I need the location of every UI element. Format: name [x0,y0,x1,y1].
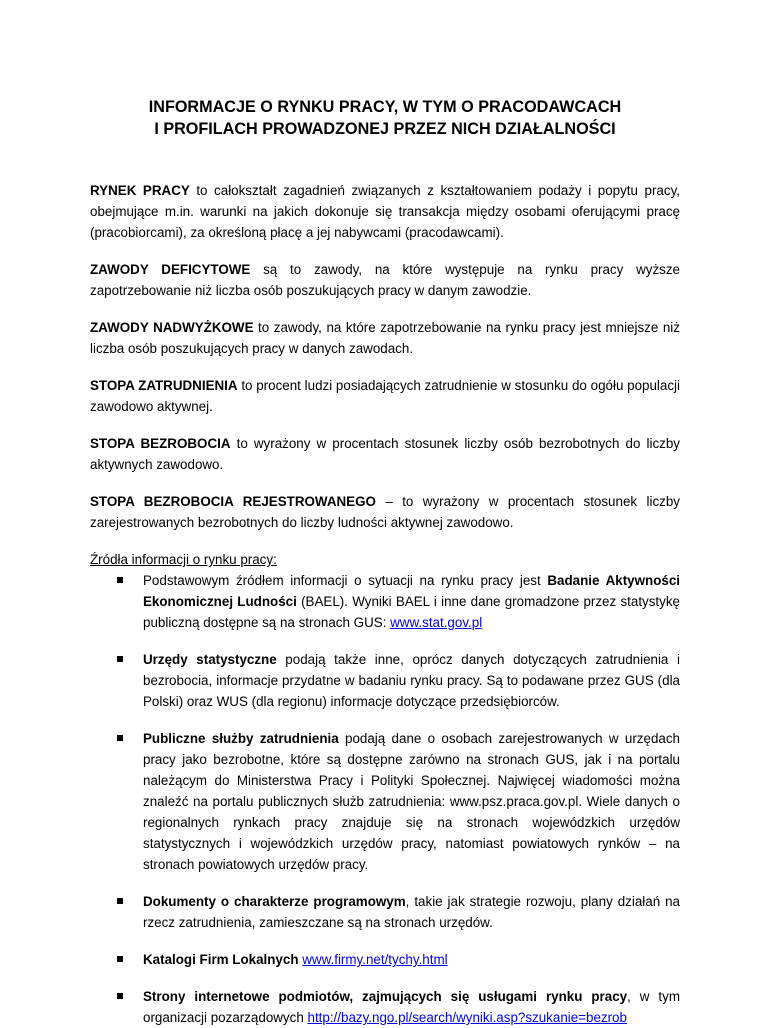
definition-zawody-deficytowe [90,259,680,301]
item-text: podają także inne, oprócz danych dotyczących zatrudnienia i bezrobocia, informacje przydatne w badaniu rynku pracy. Są to podawane przez GUS (dla Polski) oraz WUS (dla regionu) informacje dotyczące przedsiębiorców. [143,652,680,709]
sources-list [90,570,680,1028]
item-bold: Strony internetowe podmiotów, zajmujących się usługami rynku pracy [143,989,628,1004]
item-bold: Badanie Aktywności Ekonomicznej Ludności [143,573,680,609]
definition-text: to całokształt zagadnień związanych z kształtowaniem podaży i popytu pracy, obejmujące m.in. warunki na jakich dokonuje się transakcja między osobami oferującymi pracę (pracobiorcami), za określoną płacę a jej nabywcami (pracodawcami). [90,183,680,240]
list-item [90,986,680,1028]
definition-zawody-nadwyzkowe [90,317,680,359]
page-title [90,96,680,140]
title-line-1: INFORMACJE O RYNKU PRACY, W TYM O PRACODAWCACH [148,98,622,116]
square-bullet-icon [117,735,123,741]
definition-text: to wyrażony w procentach stosunek liczby osób bezrobotnych do liczby aktywnych zawodowo. [90,436,680,472]
definition-rynek-pracy [90,180,680,243]
list-item [90,649,680,712]
definition-term: ZAWODY DEFICYTOWE [90,262,251,277]
definition-term: RYNEK PRACY [90,183,190,198]
list-item [90,949,680,970]
firmy-net-link[interactable]: www.firmy.net/tychy.html [302,952,448,967]
list-item [90,570,680,633]
item-text: Podstawowym źródłem informacji o sytuacji na rynku pracy jest [143,573,548,588]
definition-text: to zawody, na które zapotrzebowanie na rynku pracy jest mniejsze niż liczba osób poszukujących pracy w danych zawodach. [90,320,680,356]
item-text: , takie jak strategie rozwoju, plany działań na rzecz zatrudnienia, zamieszczane są na stronach urzędów. [143,894,680,930]
item-bold: Urzędy statystyczne [143,652,277,667]
item-text: , w tym organizacji pozarządowych [143,989,681,1025]
definition-term: STOPA BEZROBOCIA [90,436,231,451]
square-bullet-icon [117,956,123,962]
ngo-search-link[interactable]: http://bazy.ngo.pl/search/wyniki.asp?szukanie=bezrob [307,1010,627,1025]
item-bold: Dokumenty o charakterze programowym [143,894,406,909]
item-text: (BAEL). Wyniki BAEL i inne dane gromadzone przez statystykę publiczną dostępne są na stronach GUS: [143,594,680,630]
stat-gov-link[interactable]: www.stat.gov.pl [390,615,483,630]
item-bold: Katalogi Firm Lokalnych [143,952,299,967]
definition-stopa-zatrudnienia [90,375,680,417]
item-text: podają dane o osobach zarejestrowanych w urzędach pracy jako bezrobotne, które są dostępne zarówno na stronach GUS, jak i na portalu należącym do Ministerstwa Pracy i Polityki Społecznej. Najwięcej wiadomości można znaleźć na portalu publicznych służb zatrudnienia: www.psz.praca.gov.pl. Wiele danych o regionalnych rynkach pracy znajduje się na stronach wojewódzkich urzędów statystycznych i wojewódzkich urzędów pracy, natomiast powiatowych rynków – na stronach powiatowych urzędów pracy. [143,731,680,872]
definition-text: – to wyrażony w procentach stosunek liczby zarejestrowanych bezrobotnych do liczby ludności aktywnej zawodowo. [90,494,680,530]
item-bold: Publiczne służby zatrudnienia [143,731,339,746]
definition-stopa-bezrobocia-rejestrowanego [90,491,680,533]
list-item [90,728,680,875]
definition-text: są to zawody, na które występuje na rynku pracy wyższe zapotrzebowanie niż liczba osób poszukujących pracy w danym zawodzie. [90,262,680,298]
square-bullet-icon [117,577,123,583]
definition-term: STOPA BEZROBOCIA REJESTROWANEGO [90,494,376,509]
square-bullet-icon [117,656,123,662]
list-item [90,891,680,933]
definition-term: ZAWODY NADWYŻKOWE [90,320,254,335]
square-bullet-icon [117,898,123,904]
definition-term: STOPA ZATRUDNIENIA [90,378,238,393]
definition-text: to procent ludzi posiadających zatrudnienie w stosunku do ogółu populacji zawodowo aktywnej. [90,378,680,414]
sources-heading: Źródła informacji o rynku pracy: [90,552,277,567]
title-line-2: I PROFILACH PROWADZONEJ PRZEZ NICH DZIAŁALNOŚCI [154,120,616,138]
definition-stopa-bezrobocia [90,433,680,475]
